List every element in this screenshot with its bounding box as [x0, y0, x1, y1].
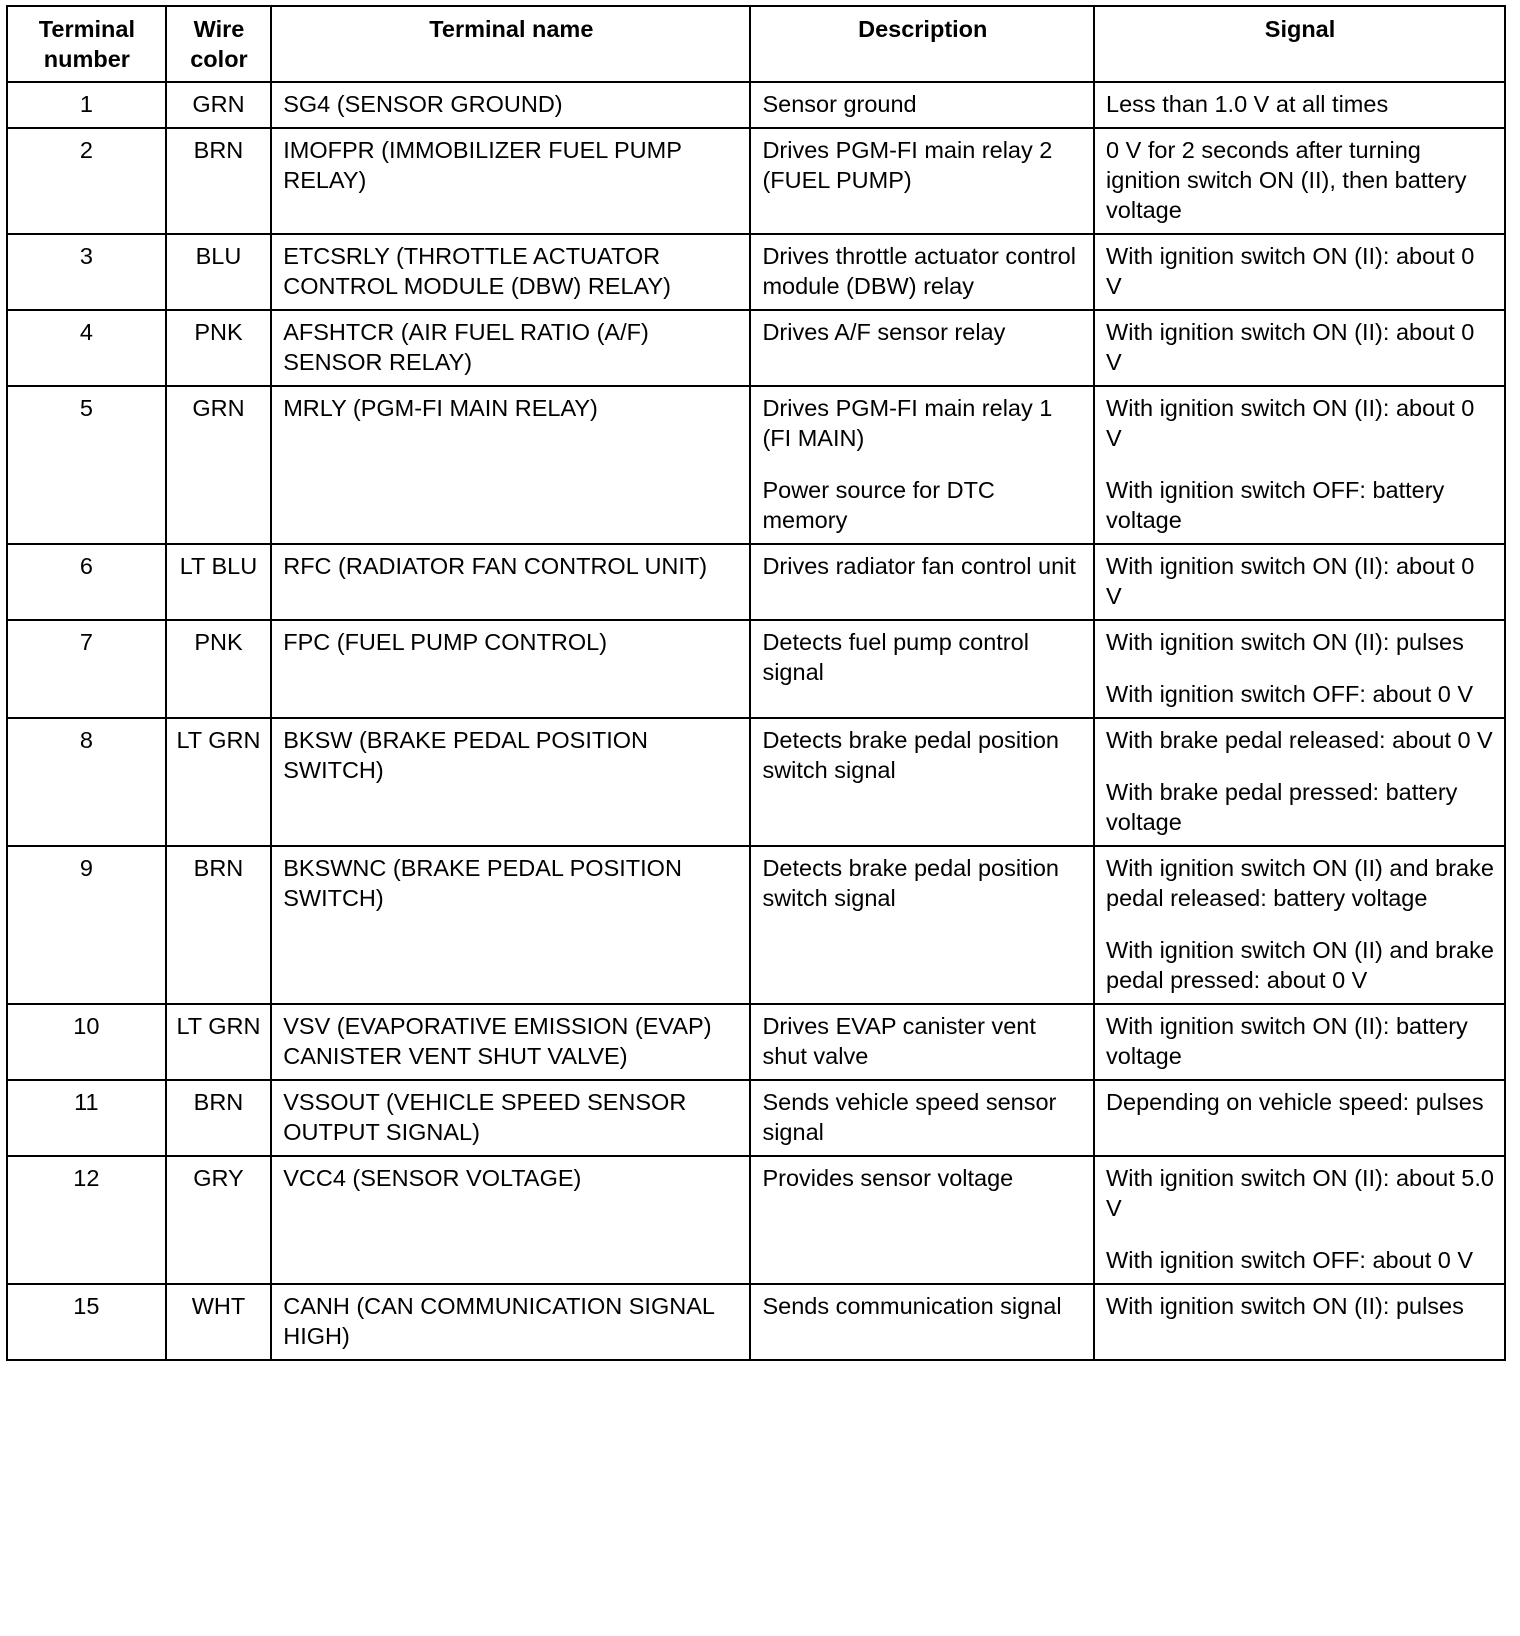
table-row [7, 1080, 1505, 1156]
wire-color-cell: PNK [166, 310, 271, 386]
description-text: Drives radiator fan control unit [762, 553, 1076, 579]
table-row [7, 544, 1505, 620]
table-row [7, 718, 1505, 846]
terminal-number-cell: 15 [7, 1284, 166, 1360]
table-row [7, 1004, 1505, 1080]
table-row [7, 1284, 1505, 1360]
description-text: Sends vehicle speed sensor signal [762, 1089, 1057, 1145]
description-text: Drives PGM-FI main relay 2 (FUEL PUMP) [762, 137, 1053, 193]
description-text-secondary: Power source for DTC memory [762, 477, 995, 533]
header-terminal-number: Terminal number [7, 6, 166, 82]
signal-text: With ignition switch ON (II): about 0 V [1106, 243, 1475, 299]
description-text: Detects brake pedal position switch signal [762, 727, 1059, 783]
description-text: Detects brake pedal position switch signal [762, 855, 1059, 911]
wire-color-cell: GRY [166, 1156, 271, 1284]
signal-text: With ignition switch ON (II): about 0 V [1106, 395, 1475, 451]
signal-text: With ignition switch ON (II): battery voltage [1106, 1013, 1468, 1069]
description-text: Detects fuel pump control signal [762, 629, 1029, 685]
description-cell [750, 386, 1094, 544]
header-description: Description [750, 6, 1094, 82]
table-row [7, 82, 1505, 128]
description-cell [750, 1004, 1094, 1080]
signal-cell [1094, 620, 1505, 718]
description-cell [750, 1156, 1094, 1284]
wire-color-cell: GRN [166, 386, 271, 544]
description-cell [750, 544, 1094, 620]
description-text: Drives A/F sensor relay [762, 319, 1006, 345]
signal-text: With ignition switch ON (II) and brake pedal released: battery voltage [1106, 855, 1494, 911]
wire-color-cell: LT GRN [166, 1004, 271, 1080]
terminal-name-cell: CANH (CAN COMMUNICATION SIGNAL HIGH) [271, 1284, 750, 1360]
description-cell [750, 846, 1094, 1004]
table-row [7, 128, 1505, 234]
signal-text-secondary: With ignition switch OFF: about 0 V [1106, 1247, 1474, 1273]
terminal-number-cell: 5 [7, 386, 166, 544]
wire-color-cell: BRN [166, 846, 271, 1004]
description-cell [750, 310, 1094, 386]
terminal-name-cell: VCC4 (SENSOR VOLTAGE) [271, 1156, 750, 1284]
signal-cell [1094, 128, 1505, 234]
terminal-name-cell: ETCSRLY (THROTTLE ACTUATOR CONTROL MODULE (DBW) RELAY) [271, 234, 750, 310]
description-cell [750, 718, 1094, 846]
table-row [7, 386, 1505, 544]
wire-color-cell: GRN [166, 82, 271, 128]
terminal-number-cell: 6 [7, 544, 166, 620]
wire-color-cell: BRN [166, 128, 271, 234]
signal-cell [1094, 234, 1505, 310]
description-text: Drives PGM-FI main relay 1 (FI MAIN) [762, 395, 1053, 451]
terminal-name-cell: MRLY (PGM-FI MAIN RELAY) [271, 386, 750, 544]
terminal-number-cell: 3 [7, 234, 166, 310]
signal-text: With ignition switch ON (II): about 0 V [1106, 319, 1475, 375]
terminal-name-cell: RFC (RADIATOR FAN CONTROL UNIT) [271, 544, 750, 620]
terminal-number-cell: 1 [7, 82, 166, 128]
terminal-number-cell: 10 [7, 1004, 166, 1080]
signal-cell [1094, 846, 1505, 1004]
terminal-number-cell: 8 [7, 718, 166, 846]
signal-text: With ignition switch ON (II): pulses [1106, 1293, 1464, 1319]
header-wire-color: Wire color [166, 6, 271, 82]
description-cell [750, 128, 1094, 234]
signal-cell [1094, 1156, 1505, 1284]
signal-cell [1094, 310, 1505, 386]
description-cell [750, 1080, 1094, 1156]
description-text: Provides sensor voltage [762, 1165, 1014, 1191]
signal-text-secondary: With ignition switch OFF: battery voltage [1106, 477, 1445, 533]
terminal-name-cell: FPC (FUEL PUMP CONTROL) [271, 620, 750, 718]
table-row [7, 234, 1505, 310]
signal-cell [1094, 82, 1505, 128]
description-text: Sensor ground [762, 91, 917, 117]
terminal-name-cell: BKSW (BRAKE PEDAL POSITION SWITCH) [271, 718, 750, 846]
terminal-table [6, 5, 1506, 1361]
terminal-number-cell: 9 [7, 846, 166, 1004]
signal-text: 0 V for 2 seconds after turning ignition switch ON (II), then battery voltage [1106, 137, 1467, 223]
header-signal: Signal [1094, 6, 1505, 82]
description-text: Sends communication signal [762, 1293, 1062, 1319]
table-row [7, 1156, 1505, 1284]
description-cell [750, 82, 1094, 128]
wire-color-cell: WHT [166, 1284, 271, 1360]
terminal-name-cell: AFSHTCR (AIR FUEL RATIO (A/F) SENSOR RELAY) [271, 310, 750, 386]
signal-cell [1094, 1284, 1505, 1360]
signal-text: With ignition switch ON (II): pulses [1106, 629, 1464, 655]
description-cell [750, 620, 1094, 718]
signal-text: With brake pedal released: about 0 V [1106, 727, 1493, 753]
terminal-name-cell: VSSOUT (VEHICLE SPEED SENSOR OUTPUT SIGNAL) [271, 1080, 750, 1156]
signal-text-secondary: With ignition switch OFF: about 0 V [1106, 681, 1474, 707]
table-row [7, 846, 1505, 1004]
terminal-name-cell: VSV (EVAPORATIVE EMISSION (EVAP) CANISTER VENT SHUT VALVE) [271, 1004, 750, 1080]
signal-text: Depending on vehicle speed: pulses [1106, 1089, 1484, 1115]
terminal-number-cell: 11 [7, 1080, 166, 1156]
wire-color-cell: PNK [166, 620, 271, 718]
signal-cell [1094, 1080, 1505, 1156]
terminal-number-cell: 4 [7, 310, 166, 386]
terminal-name-cell: BKSWNC (BRAKE PEDAL POSITION SWITCH) [271, 846, 750, 1004]
terminal-number-cell: 12 [7, 1156, 166, 1284]
wire-color-cell: LT GRN [166, 718, 271, 846]
table-body [7, 82, 1505, 1360]
terminal-name-cell: SG4 (SENSOR GROUND) [271, 82, 750, 128]
table-row [7, 310, 1505, 386]
signal-text: With ignition switch ON (II): about 0 V [1106, 553, 1475, 609]
wire-color-cell: BLU [166, 234, 271, 310]
table-row [7, 620, 1505, 718]
signal-cell [1094, 386, 1505, 544]
signal-cell [1094, 544, 1505, 620]
signal-text: With ignition switch ON (II): about 5.0 V [1106, 1165, 1494, 1221]
wire-color-cell: LT BLU [166, 544, 271, 620]
wire-color-cell: BRN [166, 1080, 271, 1156]
description-text: Drives EVAP canister vent shut valve [762, 1013, 1036, 1069]
description-cell [750, 234, 1094, 310]
signal-cell [1094, 1004, 1505, 1080]
description-text: Drives throttle actuator control module (DBW) relay [762, 243, 1076, 299]
header-terminal-name: Terminal name [271, 6, 750, 82]
description-cell [750, 1284, 1094, 1360]
signal-text: Less than 1.0 V at all times [1106, 91, 1389, 117]
signal-cell [1094, 718, 1505, 846]
terminal-name-cell: IMOFPR (IMMOBILIZER FUEL PUMP RELAY) [271, 128, 750, 234]
table-header-row [7, 6, 1505, 82]
signal-text-secondary: With brake pedal pressed: battery voltage [1106, 779, 1458, 835]
terminal-number-cell: 7 [7, 620, 166, 718]
signal-text-secondary: With ignition switch ON (II) and brake pedal pressed: about 0 V [1106, 937, 1494, 993]
terminal-number-cell: 2 [7, 128, 166, 234]
